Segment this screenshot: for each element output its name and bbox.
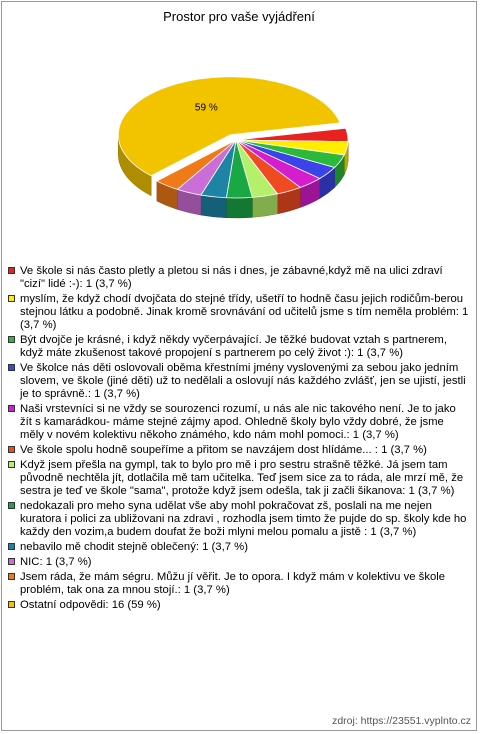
legend-swatch	[8, 405, 15, 412]
legend-item	[8, 500, 470, 539]
legend-swatch	[8, 601, 15, 608]
legend-label: Jsem ráda, že mám ségru. Můžu jí věřit. Je to opora. I když mám v kolektivu ve škole problém, tak ona za mnou stojí.: 1 (3,7 %)	[20, 571, 446, 596]
legend-item	[8, 334, 470, 360]
legend	[8, 265, 470, 614]
legend-item	[8, 403, 470, 442]
legend-item	[8, 556, 470, 569]
pie-slice-side	[201, 195, 226, 218]
legend-item	[8, 599, 470, 612]
legend-swatch	[8, 446, 15, 453]
legend-item	[8, 293, 470, 332]
legend-label: Ostatní odpovědi: 16 (59 %)	[20, 599, 161, 611]
legend-label: Naši vrstevníci si ne vždy se sourozenci rozumí, u nás ale nic takového není. Je to jako žít s kamarádkou- máme stejné zájmy apod. Ohledně školy bylo vždy dobré, že jsme měly v novém kolektivu někoho známého, kdo nám mohl pomoci.: 1 (3,7 %)	[20, 403, 456, 441]
chart-title: Prostor pro vaše vyjádření	[163, 9, 315, 24]
legend-swatch	[8, 502, 15, 509]
legend-swatch	[8, 573, 15, 580]
pie-slice-side	[226, 197, 252, 218]
legend-label: Ve škole spolu hodně soupeříme a přitom se navzájem dost hlídáme... : 1 (3,7 %)	[20, 444, 427, 456]
legend-label: nedokazali pro meho syna udělat vše aby mohl pokračovat zš, poslali na me nejen kuratora i polici za ubližovani na zdravi , rozhodla jsem timto že pujde do sp. školy kde ho každy den vozim,a budem doufat že boži mlyni melou pomalu a jistě : 1 (3,7 %)	[20, 500, 467, 538]
legend-label: myslím, že když chodí dvojčata do stejné třídy, ušetří to hodně času jejich rodičům-berou stejnou látku a podobně. Jinak kromě srovnávání od učitelů jsme s tím neměla problém: 1 (3,7 %)	[20, 293, 469, 331]
legend-item	[8, 265, 470, 291]
legend-swatch	[8, 461, 15, 468]
legend-swatch	[8, 336, 15, 343]
legend-item	[8, 459, 470, 498]
pie-chart	[0, 0, 480, 260]
source-note: zdroj: https://23551.vyplnto.cz	[332, 715, 471, 727]
legend-label: NIC: 1 (3,7 %)	[20, 556, 92, 568]
legend-item	[8, 571, 470, 597]
legend-swatch	[8, 543, 15, 550]
pie-data-label: 59 %	[194, 102, 218, 114]
legend-label: nebavilo mě chodit stejně oblečený: 1 (3,7 %)	[20, 541, 248, 553]
legend-item	[8, 444, 470, 457]
legend-item	[8, 541, 470, 554]
legend-swatch	[8, 558, 15, 565]
legend-swatch	[8, 364, 15, 371]
legend-label: Ve školce nás děti oslovovali oběma křestními jmény vyslovenými za sebou jako jedním slovem, ve škole (jiné děti) už to nedělali a oslovují nás každého zvlášť, jen se ujistí, jestli je to správně.: 1 (3,7 %)	[20, 362, 466, 400]
legend-label: Být dvojče je krásné, i když někdy vyčerpávající. Je těžké budovat vztah s partnerem, když máte zkušenost takové propojení s partnerem po celý život :): 1 (3,7 %)	[20, 334, 447, 359]
legend-label: Když jsem přešla na gympl, tak to bylo pro mě i pro sestru strašně těžké. Já jsem tam původně nechtěla jít, dotlačila mě tam učitelka. Teď jsem sice za to ráda, ale mrzí mě, že sestra je teď ve škole "sama", protože když jsem odešla, tak ji začli šikanova: 1 (3,7 %)	[20, 459, 464, 497]
legend-swatch	[8, 267, 15, 274]
legend-item	[8, 362, 470, 401]
legend-label: Ve škole si nás často pletly a pletou si nás i dnes, je zábavné,když mě na ulici zdraví "cizí" lidé :-): 1 (3,7 %)	[20, 265, 443, 290]
legend-swatch	[8, 295, 15, 302]
